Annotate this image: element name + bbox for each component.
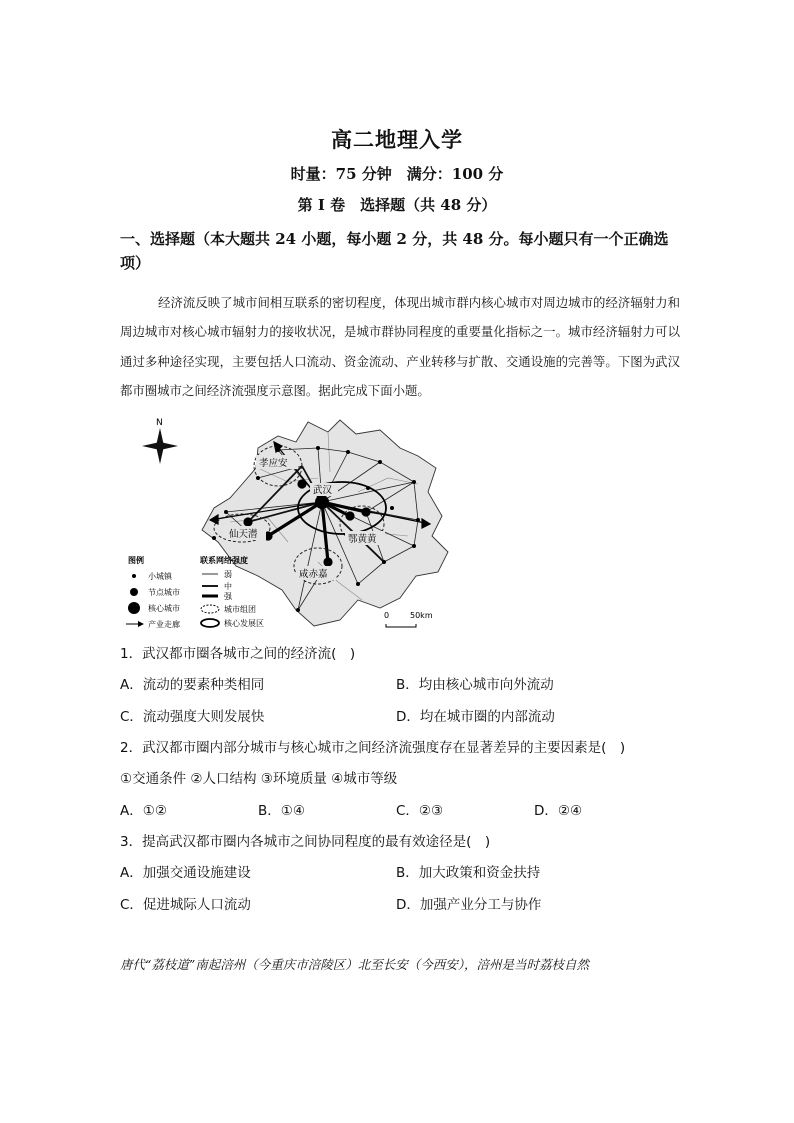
question-1-option-a: A．流动的要素种类相同 bbox=[120, 677, 265, 693]
legend-title-right: 联系网络强度 bbox=[200, 556, 248, 565]
part-heading: 一、选择题（本大题共 24 小题，每小题 2 分，共 48 分。每小题只有一个正确选项） bbox=[120, 230, 669, 272]
legend-left bbox=[126, 555, 180, 629]
question-2-option-b: B．①④ bbox=[258, 803, 305, 819]
question-2-items: ①交通条件 ②人口结构 ③环境质量 ④城市等级 bbox=[120, 771, 398, 787]
north-label: N bbox=[156, 418, 163, 428]
legend-industry-corridor: 产业走廊 bbox=[148, 620, 180, 629]
question-3-option-a: A．加强交通设施建设 bbox=[120, 865, 251, 881]
question-1-option-d: D．均在城市圈的内部流动 bbox=[396, 709, 555, 725]
next-passage-text: 唐代“荔枝道”南起涪州（今重庆市涪陵区）北至长安（今西安），涪州是当时荔枝自然 bbox=[120, 957, 590, 972]
scale-zero: 0 bbox=[384, 611, 390, 620]
question-2-option-d: D．②④ bbox=[534, 803, 583, 819]
question-3-option-d: D．加强产业分工与协作 bbox=[396, 897, 542, 913]
question-1-option-c: C．流动强度大则发展快 bbox=[120, 709, 265, 725]
legend-small-town: 小城镇 bbox=[148, 572, 172, 581]
legend-title-left: 图例 bbox=[128, 556, 144, 565]
question-1-stem: 1．武汉都市圈各城市之间的经济流( ) bbox=[120, 646, 356, 662]
legend-strong: 强 bbox=[224, 592, 232, 601]
legend-city-group: 城市组团 bbox=[224, 605, 256, 614]
legend-core-city: 核心城市 bbox=[148, 604, 180, 613]
passage-body: 经济流反映了城市间相互联系的密切程度，体现出城市群内核心城市对周边城市的经济辐射力和周边城市对核心城市辐射力的接收状况，是城市群协同程度的重要量化指标之一。城市经济辐射力可以通过多种途径实现，主要包括人口流动、资金流动、产业转移与扩散、交通设施的完善等。下图为武汉都市圈城市之间经济流强度示意图。据此完成下面小题。 bbox=[120, 295, 680, 399]
question-3-option-c: C．促进城际人口流动 bbox=[120, 897, 251, 913]
question-2-option-c: C．②③ bbox=[396, 803, 444, 819]
label-xianchibei: 咸赤嘉 bbox=[299, 569, 328, 580]
legend-node-city: 节点城市 bbox=[148, 588, 180, 597]
legend-medium: 中 bbox=[224, 582, 232, 591]
legend-weak: 弱 bbox=[224, 570, 232, 579]
question-1-option-b: B．均由核心城市向外流动 bbox=[396, 677, 554, 693]
north-arrow-icon bbox=[142, 418, 178, 464]
question-3-stem: 3．提高武汉都市圈内各城市之间协同程度的最有效途径是( ) bbox=[120, 834, 491, 850]
section-heading: 第 I 卷 选择题（共 48 分） bbox=[297, 196, 497, 214]
question-2-option-a: A．①② bbox=[120, 803, 167, 819]
legend-core-zone: 核心发展区 bbox=[224, 619, 264, 628]
exam-title: 高二地理入学 bbox=[331, 127, 463, 152]
label-xiantianqian: 仙天潜 bbox=[229, 529, 258, 540]
question-2-stem: 2．武汉都市圈内部分城市与核心城市之间经济流强度存在显著差异的主要因素是( ) bbox=[120, 740, 626, 756]
label-xiaoganan: 孝应安 bbox=[259, 458, 288, 469]
core-city-wuhan bbox=[315, 495, 329, 509]
exam-time-score: 时量：75 分钟 满分：100 分 bbox=[290, 165, 504, 183]
question-3-option-b: B．加大政策和资金扶持 bbox=[396, 865, 541, 881]
wuhan-metro-map bbox=[118, 412, 458, 634]
scale-bar bbox=[384, 611, 433, 627]
scale-fifty: 50km bbox=[410, 611, 433, 620]
label-ehuanghuang: 鄂黄黄 bbox=[348, 534, 377, 545]
passage-text bbox=[120, 288, 680, 406]
label-wuhan: 武汉 bbox=[313, 485, 333, 496]
